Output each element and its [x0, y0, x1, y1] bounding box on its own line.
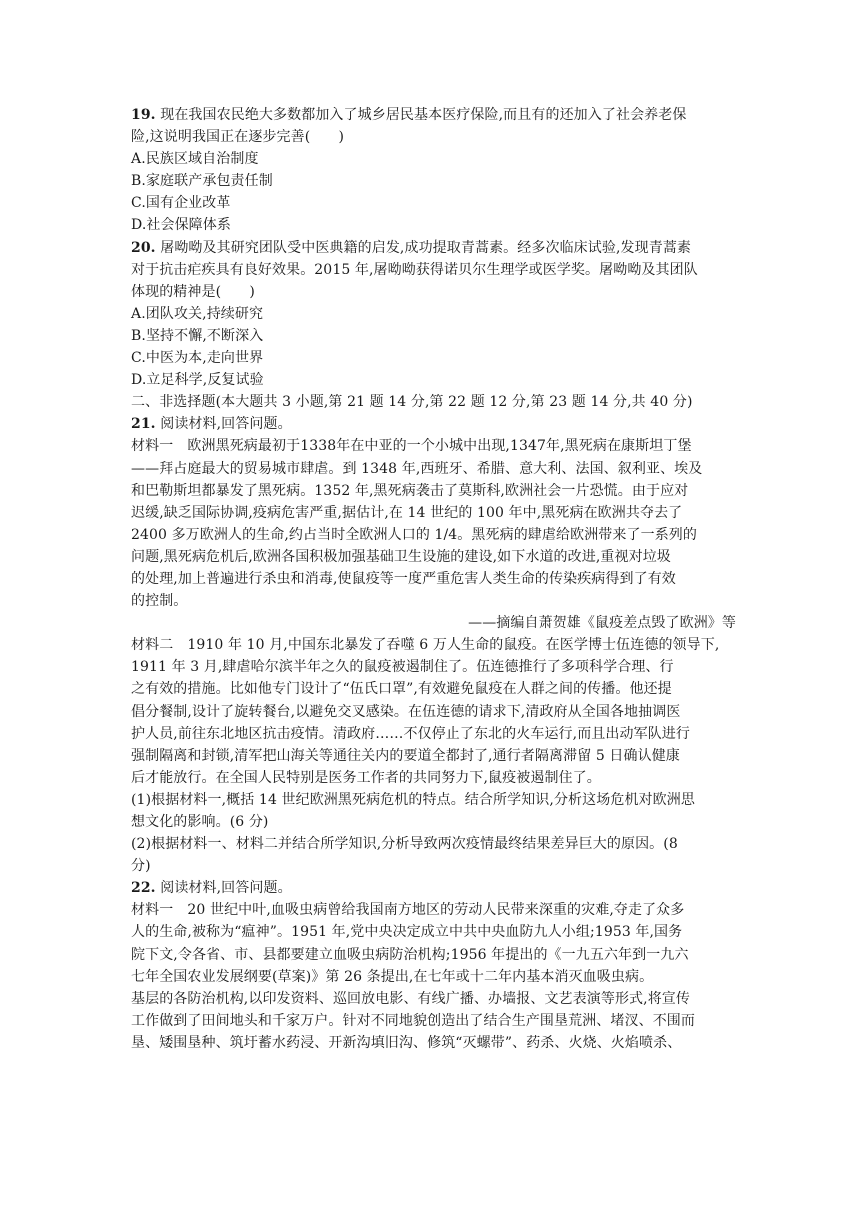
question-20-stem-3: 体现的精神是( ) [131, 283, 255, 300]
q21-material-2-line: 倡分餐制,设计了旋转餐台,以避免交叉感染。在伍连德的请求下,清政府从全国各地抽调医 [131, 703, 681, 720]
question-21-intro: 阅读材料,回答问题。 [155, 416, 292, 433]
question-19-option-d: D.社会保障体系 [131, 217, 231, 234]
q22-material-1-line: 人的生命,被称为“瘟神”。1951 年,党中央决定成立中共中央血防九人小组;1953 年,国务 [131, 924, 683, 941]
q21-material-1-line: 2400 多万欧洲人的生命,约占当时全欧洲人口的 1/4。黑死病的肆虐给欧洲带来了一系列的 [131, 526, 698, 543]
q22-material-1-line: 工作做到了田间地头和千家万户。针对不同地貌创造出了结合生产围垦荒洲、堵汊、不围而 [131, 1012, 695, 1029]
q21-subquestion-1-line: (1)根据材料一,概括 14 世纪欧洲黑死病危机的特点。结合所学知识,分析这场危机对欧洲思 [131, 791, 695, 808]
q21-material-2-line: 材料二 1910 年 10 月,中国东北暴发了吞噬 6 万人生命的鼠疫。在医学博士伍连德的领导下, [131, 637, 720, 654]
question-20 [131, 237, 736, 392]
question-20-option-a: A.团队攻关,持续研究 [131, 305, 264, 322]
q21-material-2-line: 护人员,前往东北地区抗击疫情。清政府……不仅停止了东北的火车运行,而且出动军队进行 [131, 725, 690, 742]
q21-material-1-line: 迟缓,缺乏国际协调,疫病危害严重,据估计,在 14 世纪的 100 年中,黑死病在欧洲共夺去了 [131, 504, 683, 521]
q21-material-1-line: 的控制。 [131, 593, 188, 610]
question-19-option-b: B.家庭联产承包责任制 [131, 173, 273, 190]
q22-material-1-line: 七年全国农业发展纲要(草案)》第 26 条提出,在七年或十二年内基本消灭血吸虫病。 [131, 968, 654, 985]
question-20-option-d: D.立足科学,反复试验 [131, 372, 264, 389]
question-19-stem-2: 险,这说明我国正在逐步完善( ) [131, 129, 345, 146]
section-2-heading: 二、非选择题(本大题共 3 小题,第 21 题 14 分,第 22 题 12 分,第 23 题 14 分,共 40 分) [131, 394, 693, 411]
q21-subquestion-1-line: 想文化的影响。(6 分) [131, 814, 269, 830]
question-19 [131, 104, 736, 237]
q22-material-1-line: 院下文,令各省、市、县都要建立血吸虫病防治机构;1956 年提出的《一九五六年到一九六 [131, 946, 689, 963]
q21-subquestion-2-line: 分) [131, 858, 151, 875]
question-22-number: 22. [131, 880, 156, 897]
q21-material-1-line: 材料一 欧洲黑死病最初于1338年在中亚的一个小城中出现,1347年,黑死病在康斯坦丁堡 [131, 438, 692, 455]
question-22-intro: 阅读材料,回答问题。 [155, 880, 292, 897]
q21-material-1-source: ——摘编自萧贺雄《鼠疫差点毁了欧洲》等 [468, 615, 736, 632]
q21-material-1-line: 和巴勒斯坦都暴发了黑死病。1352 年,黑死病袭击了莫斯科,欧洲社会一片恐慌。由于应对 [131, 482, 689, 499]
question-20-stem-1: 屠呦呦及其研究团队受中医典籍的启发,成功提取青蒿素。经多次临床试验,发现青蒿素 [155, 239, 692, 256]
question-20-number: 20. [131, 239, 156, 256]
question-19-option-c: C.国有企业改革 [131, 195, 231, 212]
question-20-option-c: C.中医为本,走向世界 [131, 350, 264, 367]
q22-material-1-line: 基层的各防治机构,以印发资料、巡回放电影、有线广播、办墙报、文艺表演等形式,将宣传 [131, 990, 690, 1007]
question-19-option-a: A.民族区域自治制度 [131, 151, 259, 168]
question-19-number: 19. [131, 107, 156, 123]
question-19-line-1 [131, 104, 736, 126]
q21-material-2-line: 强制隔离和封锁,清军把山海关等通往关内的要道全都封了,通行者隔离滞留 5 日确认健康 [131, 747, 680, 764]
question-21-number: 21. [131, 416, 156, 433]
question-20-stem-2: 对于抗击疟疾具有良好效果。2015 年,屠呦呦获得诺贝尔生理学或医学奖。屠呦呦及其团队 [131, 261, 698, 278]
page-content [131, 104, 736, 1054]
q21-material-1-line: 问题,黑死病危机后,欧洲各国积极加强基础卫生设施的建设,如下水道的改进,重视对垃圾 [131, 548, 671, 565]
q21-material-2-line: 1911 年 3 月,肆虐哈尔滨半年之久的鼠疫被遏制住了。伍连德推行了多项科学合理、行 [131, 659, 674, 676]
question-21-line-1 [131, 413, 736, 435]
q21-material-2-line: 后才能放行。在全国人民特别是医务工作者的共同努力下,鼠疫被遏制住了。 [131, 769, 601, 786]
q21-material-1-line: 的处理,加上普遍进行杀虫和消毒,使鼠疫等一度严重危害人类生命的传染疾病得到了有效 [131, 570, 676, 587]
q21-material-2-line: 之有效的措施。比如他专门设计了“伍氏口罩”,有效避免鼠疫在人群之间的传播。他还提 [131, 681, 672, 698]
question-22 [131, 877, 736, 1054]
q21-subquestion-2-line: (2)根据材料一、材料二并结合所学知识,分析导致两次疫情最终结果差异巨大的原因。(8 [131, 836, 678, 853]
q21-material-1-line: ——拜占庭最大的贸易城市肆虐。到 1348 年,西班牙、希腊、意大利、法国、叙利亚、埃及 [131, 460, 703, 477]
question-22-line-1 [131, 877, 736, 899]
q22-material-1-line: 材料一 20 世纪中叶,血吸虫病曾给我国南方地区的劳动人民带来深重的灾难,夺走了众多 [131, 902, 685, 919]
question-20-line-1 [131, 237, 736, 259]
question-20-option-b: B.坚持不懈,不断深入 [131, 327, 264, 344]
question-19-stem-1: 现在我国农民绝大多数都加入了城乡居民基本医疗保险,而且有的还加入了社会养老保 [155, 107, 687, 123]
question-21 [131, 413, 736, 877]
q22-material-1-line: 垦、矮围垦种、筑圩蓄水药浸、开新沟填旧沟、修筑“灭螺带”、药杀、火烧、火焰喷杀、 [131, 1034, 682, 1051]
